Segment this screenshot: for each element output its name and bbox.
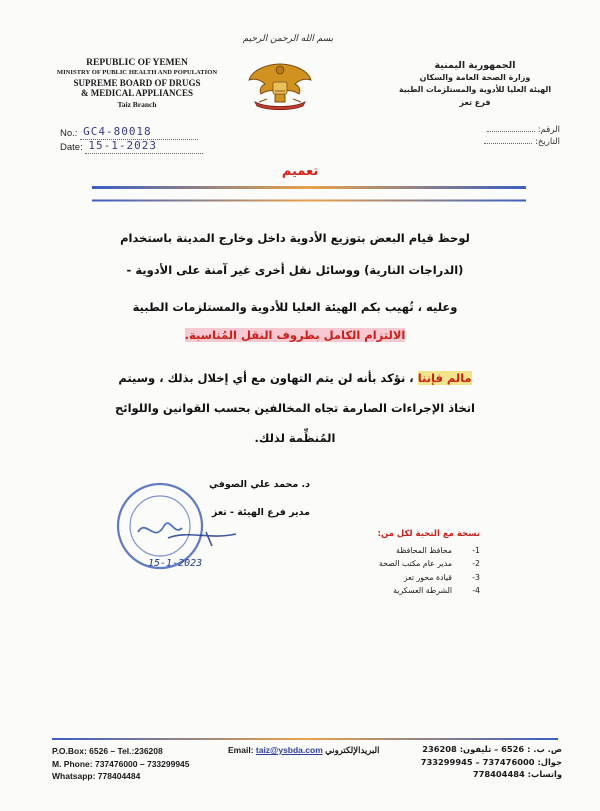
footer-ar-line2: جوال: 737476000 – 733299945 (420, 756, 562, 767)
body-p3-line2: اتخاذ الإجراءات الصارمة تجاه المخالفين بحسب القوانين واللوائح (114, 401, 475, 415)
reference-number-value: GC4-80018 (83, 125, 152, 138)
reference-date-label-ar: التاريخ: (535, 137, 560, 147)
reference-date-row (60, 140, 203, 154)
title-underline-rule (92, 186, 526, 189)
body-p3-line1 (56, 363, 534, 393)
header-en-line5: Taiz Branch (117, 100, 157, 109)
footer-email-label-ar: البريدالإلكتروني (325, 745, 380, 755)
reference-date-value: 15-1-2023 (88, 139, 157, 152)
footer-rule (52, 738, 558, 740)
footer-english-contact (52, 745, 190, 783)
reference-number-line (80, 126, 198, 140)
list-item (310, 584, 480, 598)
signature-handwritten-date: 15-1-2023 (148, 558, 203, 569)
reference-number-row (60, 126, 203, 140)
body-p3-line1-rest: ، نؤكد بأنه لن يتم التهاون مع أي إخلال بذلك ، وسيتم (118, 371, 414, 385)
list-item (310, 571, 480, 585)
footer-en-line2: M. Phone: 737476000 – 733299945 (52, 758, 190, 769)
footer-arabic-contact (412, 743, 562, 781)
header-arabic (395, 60, 555, 109)
reference-number-line-ar (487, 131, 535, 132)
footer-ar-line1: ص. ب. : 6526 – تليفون: 236208 (422, 744, 562, 754)
reference-date-label: Date: (60, 142, 83, 153)
footer-en-line3: Whatsapp: 778404484 (52, 771, 141, 781)
header-en-line4: & MEDICAL APPLIANCES (80, 88, 193, 98)
footer-email-link[interactable]: taiz@ysbda.com (255, 745, 323, 755)
cc-item-text: قيادة محور تعز (403, 572, 452, 582)
body-p1-line1: لوحظ قيام البعض بتوزيع الأدوية داخل وخارج المدينة باستخدام (120, 231, 470, 245)
cc-item-number: 3- (472, 572, 480, 582)
footer-ar-line3: واتساب: 778404484 (472, 769, 562, 779)
header-english (52, 58, 222, 110)
body-p1-line2: (الدراجات النارية) ووسائل نقل أخرى غير آمنة على الأدوية - (126, 263, 464, 277)
header-ar-line1: الجمهورية اليمنية (434, 60, 516, 71)
header-en-line3: SUPREME BOARD OF DRUGS (73, 78, 201, 88)
header-ar-line3: الهيئة العليا للأدوية والمستلزمات الطبية (398, 85, 552, 94)
reference-number-label-ar: الرقم: (537, 125, 560, 135)
header-en-line1: REPUBLIC OF YEMEN (86, 58, 188, 68)
signature-block (200, 471, 310, 527)
title-underline-rule-secondary (92, 199, 526, 202)
cc-item-text: محافظ المحافظة (396, 545, 452, 555)
list-item (310, 557, 480, 571)
header-ar-line2: وزارة الصحة العامة والسكان (419, 73, 531, 82)
body-p3-lead: مالم فإننا (417, 371, 472, 385)
reference-block (60, 126, 203, 154)
footer-email-label: Email: (228, 745, 254, 755)
body-p2-line2-highlight: الالتزام الكامل بظروف النقل المُناسبة. (184, 328, 406, 342)
reference-date-line-ar (484, 143, 532, 144)
cc-item-text: مدير عام مكتب الصحة (378, 559, 452, 568)
cc-item-number: 2- (472, 559, 480, 568)
header-ar-line4: فرع تعز (459, 98, 491, 107)
cc-title: نسخة مع التحية لكل من: (377, 529, 480, 539)
footer-en-line1: P.O.Box: 6526 – Tel.:236208 (52, 746, 163, 756)
body-p2-line1: وعليه ، تُهيب بكم الهيئة العليا للأدوية والمستلزمات الطبية (132, 300, 458, 314)
cc-item-number: 1- (472, 545, 480, 555)
reference-number-row-ar (470, 124, 560, 136)
list-item (310, 544, 480, 558)
cc-item-number: 4- (472, 586, 480, 595)
reference-date-row-ar (470, 136, 560, 148)
cc-list (310, 528, 480, 598)
signatory-title: مدير فرع الهيئة - تعز (211, 507, 310, 518)
header-en-line2: MINISTRY OF PUBLIC HEALTH AND POPULATION (56, 69, 218, 76)
body-paragraph-3 (56, 363, 534, 453)
reference-number-label: No.: (60, 128, 78, 139)
footer-email (228, 745, 379, 756)
cc-item-text: الشرطة العسكرية (393, 586, 452, 595)
reference-date-line (85, 140, 203, 154)
body-paragraph-2 (56, 293, 534, 349)
document-title: تعميم (281, 164, 319, 179)
reference-block-arabic (470, 124, 560, 148)
signatory-name: د. محمد علي الصوفي (209, 479, 310, 490)
body-p3-line3: المُنظِّمة لذلك. (254, 431, 336, 445)
basmala-calligraphy: بسم الله الرحمن الرحيم (242, 34, 334, 44)
yemen-eagle-emblem-icon (247, 58, 313, 112)
body-paragraph-1 (56, 222, 534, 286)
